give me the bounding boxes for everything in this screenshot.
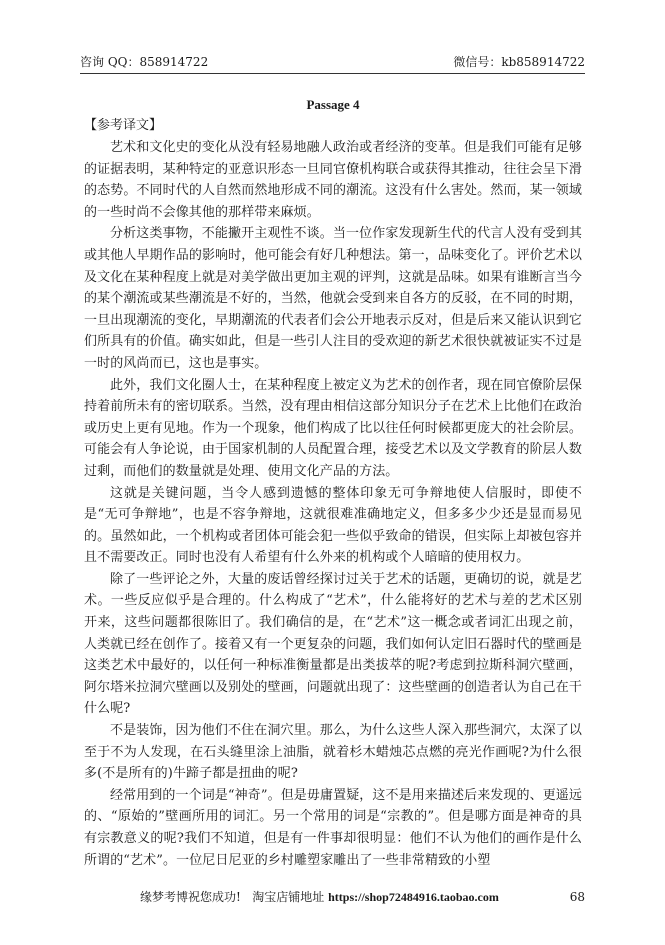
page-header — [80, 53, 585, 71]
paragraph: 分析这类事物，不能撇开主观性不谈。当一位作家发现新生代的代言人没有受到其或其他人早期作品的影响时，他可能会有好几种想法。第一，品味变化了。评价艺术以及文化在某种程度上就是对美学做出更加主观的评判，这就是品味。如果有谁断言当今的某个潮流或某些潮流是不好的，当然，他就会受到来自各方的反驳，在不同的时期，一旦出现潮流的变化，早期潮流的代表者们会公开地表示反对，但是后来又能认识到它们所具有的价值。确实如此，但是一些引人注目的受欢迎的新艺术很快就被证实不过是一时的风尚而已，这也是事实。 — [84, 226, 582, 371]
footer-text — [140, 888, 499, 906]
page-number: 68 — [569, 890, 585, 904]
paragraph: 除了一些评论之外，大量的废话曾经探讨过关于艺术的话题，更确切的说，就是艺术。一些反应似乎是合理的。什么构成了“艺术”，什么能将好的艺术与差的艺术区别开来，这些问题都很陈旧了。我们确信的是，在“艺术”这一概念或者词汇出现之前，人类就已经在创作了。接着又有一个更复杂的问题，我们如何认定旧石器时代的壁画是这类艺术中最好的，以任何一种标准衡量都是出类拔萃的呢?考虑到拉斯科洞穴壁画，阿尔塔米拉洞穴壁画以及别处的壁画，问题就出现了：这些壁画的创造者认为自己在干什么呢? — [84, 571, 582, 717]
passage-title: Passage 4 — [306, 97, 360, 112]
paragraph: 此外，我们文化圈人士，在某种程度上被定义为艺术的创作者，现在同官僚阶层保持着前所未有的密切联系。当然，没有理由相信这部分知识分子在艺术上比他们在政治或历史上更有见地。作为一个现象，他们构成了比以往任何时候都更庞大的社会阶层。可能会有人争论说，由于国家机制的人员配置合理，接受艺术以及文学教育的阶层人数过剩，而他们的数量就是处理、使用文化产品的方法。 — [84, 377, 582, 479]
page-body — [84, 96, 582, 871]
header-qq: 咨询 QQ：858914722 — [80, 55, 209, 69]
header-divider — [80, 73, 585, 74]
footer-shop-label: 淘宝店铺地址 — [252, 890, 325, 904]
reference-translation-heading: 【参考译文】 — [84, 118, 163, 133]
header-wechat: 微信号：kb858914722 — [453, 55, 585, 69]
footer-slogan: 缘梦考博祝您成功! — [140, 890, 241, 904]
paragraph: 经常用到的一个词是“神奇”。但是毋庸置疑，这不是用来描述后来发现的、更遥远的、“原始的”壁画所用的词汇。另一个常用的词是“宗教的”。但是哪方面是神奇的具有宗教意义的呢?我们不知道，但是有一件事却很明显：他们不认为他们的画作是什么所谓的“艺术”。一位尼日尼亚的乡村雕塑家雕出了一些非常精致的小塑 — [84, 787, 582, 868]
footer-shop-url[interactable]: https://shop72484916.taobao.com — [328, 890, 499, 904]
paragraph: 不是装饰，因为他们不住在洞穴里。那么，为什么这些人深入那些洞穴，太深了以至于不为人发现，在石头缝里涂上油脂，就着杉木蜡烛芯点燃的亮光作画呢?为什么很多(不是所有的)牛蹄子都是扭曲的呢? — [84, 723, 582, 782]
paragraph: 这就是关键问题，当令人感到遗憾的整体印象无可争辩地使人信服时，即使不是“无可争辩地”，也是不容争辩地，这就很难准确地定义，但多多少少还是显而易见的。虽然如此，一个机构或者团体可能会犯一些似乎致命的错误，但实际上却被包容并且不需要改正。同时也没有人希望有什么外来的机构或个人暗暗的使用权力。 — [84, 485, 582, 566]
paragraph: 艺术和文化史的变化从没有轻易地融人政治或者经济的变革。但是我们可能有足够的证据表明，某种特定的亚意识形态一旦同官僚机构联合或获得其推动，往往会呈下滑的态势。不同时代的人自然而然地形成不同的潮流。这没有什么害处。然而，某一领域的一些时尚不会像其他的那样带来麻烦。 — [84, 140, 582, 220]
